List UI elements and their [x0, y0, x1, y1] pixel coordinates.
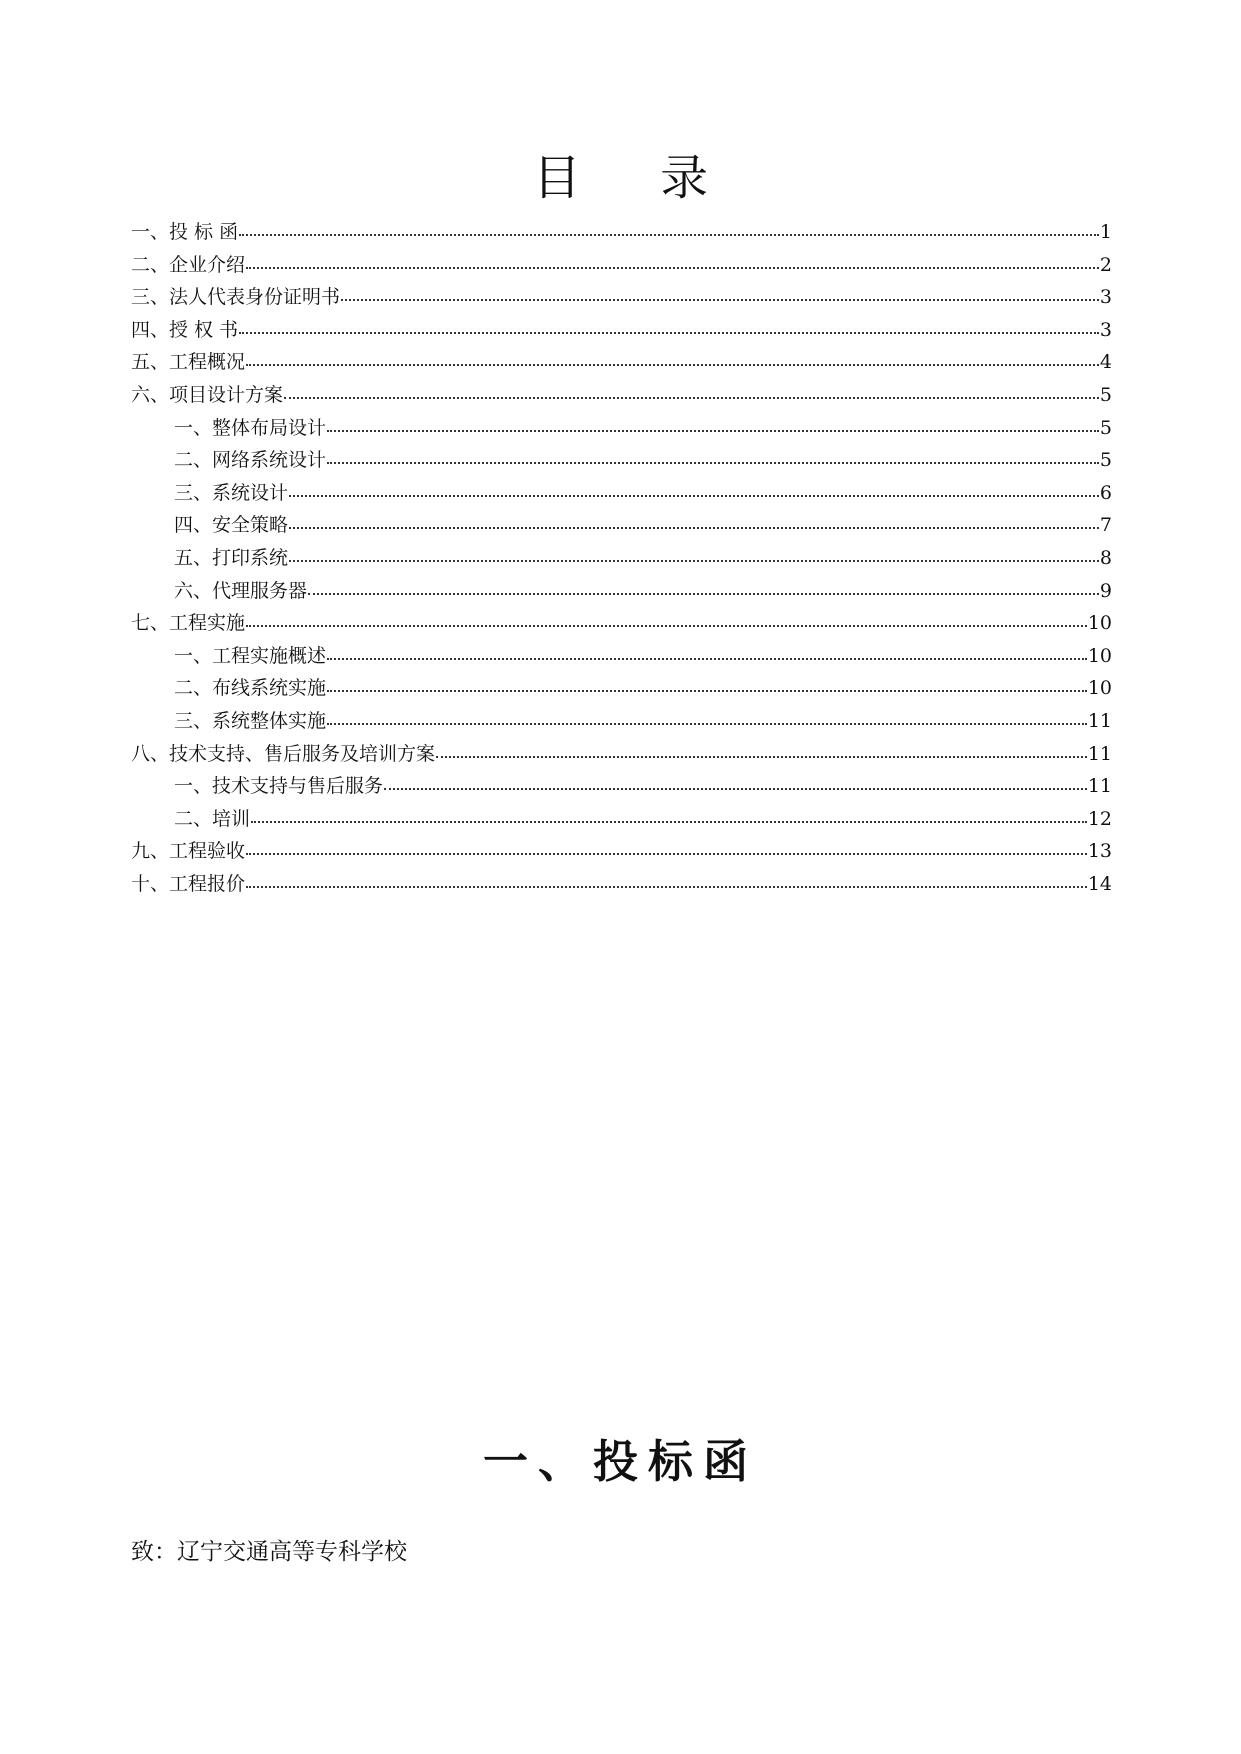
toc-dot-leader	[246, 251, 1099, 271]
toc-entry[interactable]	[131, 640, 1112, 673]
toc-entry[interactable]	[131, 216, 1112, 249]
table-of-contents	[131, 216, 1112, 900]
toc-dot-leader	[384, 772, 1087, 792]
toc-entry[interactable]	[131, 868, 1112, 901]
toc-title: 目 录	[532, 150, 741, 206]
toc-entry-label: 六、代理服务器	[174, 579, 308, 602]
toc-entry-label: 一、投 标 函	[131, 221, 239, 243]
toc-entry-page: 8	[1099, 546, 1112, 569]
toc-entry[interactable]	[131, 346, 1112, 379]
section-heading: 一、投标函	[482, 1435, 758, 1488]
toc-dot-leader	[284, 381, 1099, 401]
toc-entry-page: 3	[1099, 318, 1112, 341]
toc-entry-label: 三、系统设计	[174, 481, 289, 504]
toc-entry-label: 一、工程实施概述	[174, 644, 327, 667]
toc-entry[interactable]	[131, 314, 1112, 347]
toc-entry[interactable]	[131, 575, 1112, 608]
toc-entry-label: 四、安全策略	[174, 514, 289, 537]
toc-entry-page: 6	[1099, 481, 1112, 504]
toc-entry-label: 一、技术支持与售后服务	[174, 775, 384, 798]
toc-entry[interactable]	[131, 770, 1112, 803]
toc-dot-leader	[436, 740, 1087, 760]
toc-dot-leader	[327, 642, 1087, 662]
addressee-line: 致：辽宁交通高等专科学校	[131, 1539, 407, 1565]
toc-entry[interactable]	[131, 444, 1112, 477]
toc-dot-leader	[246, 870, 1087, 890]
toc-dot-leader	[239, 316, 1099, 336]
toc-entry-page: 5	[1099, 383, 1112, 406]
toc-entry-page: 11	[1087, 709, 1112, 732]
toc-entry[interactable]	[131, 281, 1112, 314]
toc-dot-leader	[251, 805, 1087, 825]
toc-entry-label: 一、整体布局设计	[174, 416, 327, 439]
toc-entry-label: 五、工程概况	[131, 351, 246, 374]
toc-entry[interactable]	[131, 542, 1112, 575]
toc-entry-label: 二、企业介绍	[131, 253, 246, 276]
toc-dot-leader	[239, 218, 1099, 238]
toc-entry[interactable]	[131, 835, 1112, 868]
toc-entry-page: 1	[1099, 221, 1112, 243]
toc-dot-leader	[289, 479, 1099, 499]
toc-entry-page: 10	[1087, 612, 1112, 635]
toc-entry[interactable]	[131, 249, 1112, 282]
toc-entry-page: 9	[1099, 579, 1112, 602]
toc-entry-label: 二、网络系统设计	[174, 449, 327, 472]
toc-entry-page: 13	[1087, 840, 1112, 863]
toc-entry[interactable]	[131, 738, 1112, 771]
toc-entry-page: 7	[1099, 514, 1112, 537]
toc-entry[interactable]	[131, 672, 1112, 705]
toc-dot-leader	[327, 414, 1099, 434]
toc-entry-label: 五、打印系统	[174, 546, 289, 569]
toc-entry[interactable]	[131, 607, 1112, 640]
toc-entry-label: 九、工程验收	[131, 840, 246, 863]
toc-entry[interactable]	[131, 412, 1112, 445]
toc-entry[interactable]	[131, 803, 1112, 836]
toc-dot-leader	[289, 544, 1099, 564]
toc-entry-label: 二、布线系统实施	[174, 677, 327, 700]
toc-entry-page: 5	[1099, 449, 1112, 472]
toc-dot-leader	[327, 674, 1087, 694]
toc-entry-label: 十、工程报价	[131, 872, 246, 895]
toc-entry[interactable]	[131, 705, 1112, 738]
toc-entry[interactable]	[131, 509, 1112, 542]
toc-dot-leader	[246, 609, 1087, 629]
toc-entry-label: 八、技术支持、售后服务及培训方案	[131, 742, 436, 765]
toc-entry-page: 12	[1087, 807, 1112, 830]
toc-entry[interactable]	[131, 379, 1112, 412]
toc-dot-leader	[289, 511, 1099, 531]
toc-entry-label: 六、项目设计方案	[131, 383, 284, 406]
toc-entry-page: 14	[1087, 872, 1112, 895]
toc-entry-page: 11	[1087, 742, 1112, 765]
toc-entry-label: 七、工程实施	[131, 612, 246, 635]
toc-entry-label: 三、法人代表身份证明书	[131, 286, 341, 309]
toc-entry-page: 10	[1087, 677, 1112, 700]
toc-entry-label: 四、授 权 书	[131, 318, 239, 341]
toc-entry-page: 4	[1099, 351, 1112, 374]
toc-entry-page: 10	[1087, 644, 1112, 667]
toc-entry-page: 5	[1099, 416, 1112, 439]
toc-dot-leader	[341, 283, 1099, 303]
toc-dot-leader	[327, 446, 1099, 466]
toc-entry-page: 2	[1099, 253, 1112, 276]
toc-entry-page: 3	[1099, 286, 1112, 309]
toc-dot-leader	[246, 348, 1099, 368]
toc-entry-label: 二、培训	[174, 807, 251, 830]
toc-entry-page: 11	[1087, 775, 1112, 798]
toc-dot-leader	[246, 837, 1087, 857]
toc-entry-label: 三、系统整体实施	[174, 709, 327, 732]
toc-dot-leader	[308, 577, 1099, 597]
toc-entry[interactable]	[131, 477, 1112, 510]
toc-dot-leader	[327, 707, 1087, 727]
